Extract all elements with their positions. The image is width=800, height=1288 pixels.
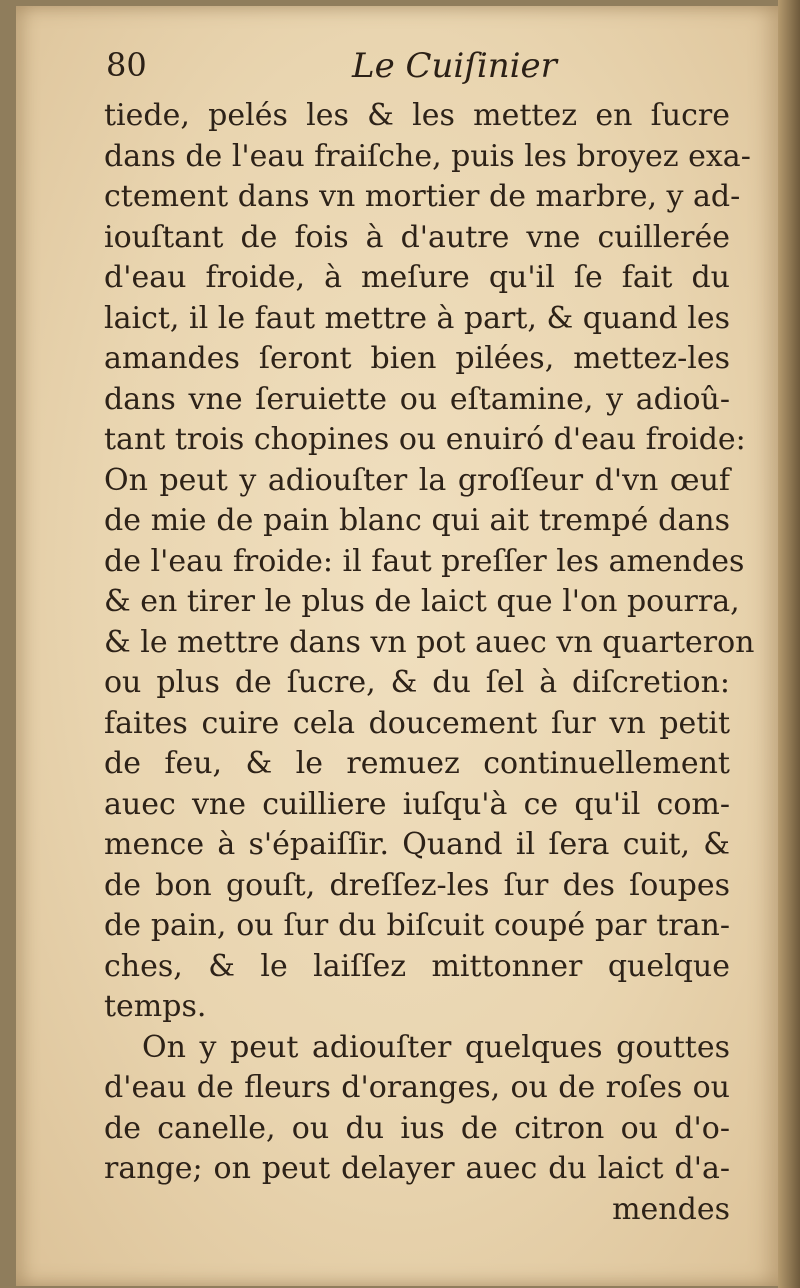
page-edge — [778, 0, 800, 1288]
text-line: On y peut adiouſter quelques gouttes — [142, 1029, 730, 1065]
text-line: d'eau de fleurs d'oranges, ou de roſes ou — [104, 1070, 730, 1105]
text-line: de pain, ou ſur du biſcuit coupé par tran- — [104, 908, 730, 943]
text-line: & le mettre dans vn pot auec vn quarteron — [104, 624, 755, 660]
text-line: & en tirer le plus de laict que l'on pourra, — [104, 584, 740, 619]
text-line: amandes ſeront bien pilées, mettez-les — [104, 341, 730, 376]
text-line: mence à s'épaiſſir. Quand il ſera cuit, & — [104, 827, 730, 862]
text-line: de mie de pain blanc qui ait trempé dans — [104, 503, 730, 538]
page-header — [94, 46, 734, 94]
text-line: iouſtant de fois à d'autre vne cuillerée — [104, 219, 730, 255]
text-line: de bon gouſt, dreſſez-les ſur des ſoupes — [104, 867, 730, 903]
text-line: de feu, & le remuez continuellement — [104, 746, 730, 781]
body-text — [104, 96, 755, 1230]
page-number: 80 — [106, 46, 147, 84]
text-line: On peut y adiouſter la groſſeur d'vn œuf — [104, 462, 730, 498]
text-line: tant trois chopines ou enuiró d'eau froide: — [104, 422, 746, 457]
text-line: temps. — [104, 989, 207, 1024]
text-line: d'eau froide, à meſure qu'il ſe fait du — [104, 260, 730, 295]
running-head: Le Cuiſinier — [352, 46, 557, 86]
text-line: faites cuire cela doucement ſur vn petit — [104, 705, 730, 741]
text-line: mendes — [612, 1191, 730, 1227]
text-line: laict, il le faut mettre à part, & quand les — [104, 300, 730, 336]
text-line: ctement dans vn mortier de marbre, y ad- — [104, 179, 741, 214]
text-line: auec vne cuilliere iuſqu'à ce qu'il com- — [104, 786, 730, 822]
text-line: de canelle, ou du ius de citron ou d'o- — [104, 1110, 730, 1146]
text-line: ches, & le laiſſez mittonner quelque — [104, 948, 730, 984]
text-line: dans de l'eau fraiſche, puis les broyez exa- — [104, 138, 751, 174]
text-line: range; on peut delayer auec du laict d'a- — [104, 1151, 730, 1186]
text-line: de l'eau froide: il faut preſſer les amendes — [104, 543, 745, 579]
text-line: dans vne ſeruiette ou eſtamine, y adioû- — [104, 381, 730, 417]
text-line: tiede, pelés les & les mettez en ſucre — [104, 98, 730, 133]
text-line: ou plus de ſucre, & du ſel à diſcretion: — [104, 665, 730, 700]
